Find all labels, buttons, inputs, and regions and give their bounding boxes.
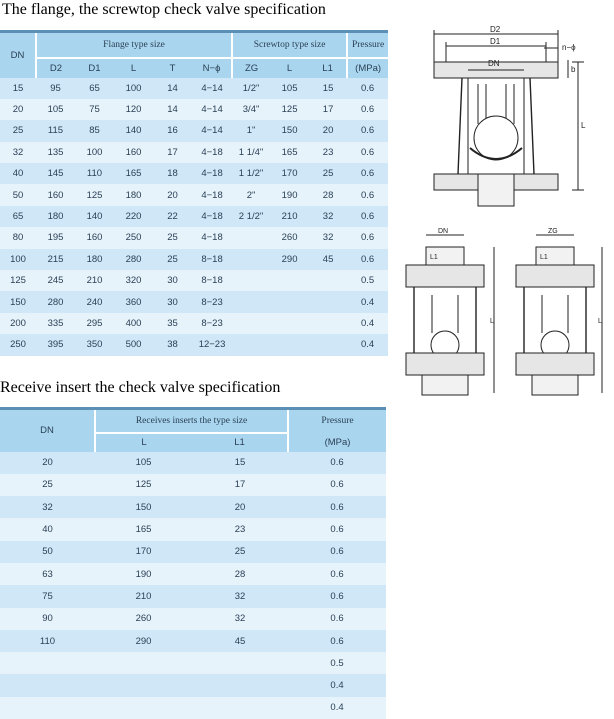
table-cell: 4−18 (192, 184, 232, 205)
table-cell: 125 (270, 99, 309, 120)
table-cell: 3/4" (232, 99, 270, 120)
table-cell: 30 (153, 291, 192, 312)
table-cell: 210 (95, 585, 192, 607)
insert-spec-title: Receive insert the check valve specification (0, 379, 281, 396)
table-cell: 32 (309, 227, 347, 248)
table-cell: 8−23 (192, 313, 232, 334)
table-row (0, 206, 388, 227)
table-row (0, 163, 388, 184)
table-cell: 25 (0, 474, 95, 496)
table-cell: 50 (0, 541, 95, 563)
table-cell: 8−18 (192, 249, 232, 270)
table-cell: 40 (0, 163, 36, 184)
table-cell: 135 (36, 142, 75, 163)
table-cell: 335 (36, 313, 75, 334)
table-row (0, 78, 388, 99)
table-row (0, 496, 386, 518)
table-cell (270, 334, 309, 355)
table-row (0, 608, 386, 630)
table-row (0, 99, 388, 120)
table-cell: 90 (0, 608, 95, 630)
table-cell: 160 (36, 184, 75, 205)
table-cell: 105 (36, 99, 75, 120)
d1-label: D1 (490, 37, 501, 46)
table-cell (95, 697, 192, 719)
table-row (0, 697, 386, 719)
col-screw-l: L (270, 58, 309, 78)
table-cell: 280 (114, 249, 153, 270)
table-cell: 25 (153, 227, 192, 248)
table-cell: 20 (0, 452, 95, 474)
dn-header: DN (0, 409, 95, 452)
l-label: L (581, 121, 586, 130)
table-cell: 350 (75, 334, 114, 355)
table-cell: 32 (0, 142, 36, 163)
table-row (0, 563, 386, 585)
table-row (0, 142, 388, 163)
table-cell: 0.6 (347, 120, 388, 141)
table-cell (192, 674, 288, 696)
table-cell (309, 270, 347, 291)
pressure-unit: (MPa) (288, 433, 386, 452)
col-l: L (114, 58, 153, 78)
table-cell: 320 (114, 270, 153, 291)
table-cell: 0.4 (288, 697, 386, 719)
table-row (0, 249, 388, 270)
table-cell: 28 (192, 563, 288, 585)
screwtop-valve-drawings (392, 225, 608, 405)
d2-label: D2 (490, 25, 501, 34)
table-cell: 45 (309, 249, 347, 270)
table-cell: 0.6 (288, 608, 386, 630)
table-cell: 170 (270, 163, 309, 184)
table-cell: 0.6 (347, 142, 388, 163)
table-cell: 140 (75, 206, 114, 227)
table-cell: 165 (114, 163, 153, 184)
table-cell: 85 (75, 120, 114, 141)
table-cell: 250 (114, 227, 153, 248)
table-cell: 165 (95, 518, 192, 540)
l-label-left: L (490, 318, 494, 325)
table-cell (232, 227, 270, 248)
table-cell (309, 291, 347, 312)
dn-small-label: DN (438, 228, 449, 235)
table-cell: 80 (0, 227, 36, 248)
table-cell: 8−18 (192, 270, 232, 291)
table-cell (270, 313, 309, 334)
table-row (0, 227, 388, 248)
table-cell: 360 (114, 291, 153, 312)
col-zg: ZG (232, 58, 270, 78)
table-cell (309, 334, 347, 355)
table-cell: 15 (192, 452, 288, 474)
table-cell: 290 (95, 630, 192, 652)
table-cell (270, 291, 309, 312)
table-cell: 63 (0, 563, 95, 585)
table-cell: 2" (232, 184, 270, 205)
table-cell: 4−18 (192, 142, 232, 163)
dn-header: DN (0, 32, 36, 78)
insert-valve-drawing (406, 235, 494, 395)
table-cell: 4−18 (192, 227, 232, 248)
table-cell: 1" (232, 120, 270, 141)
table-cell: 100 (75, 142, 114, 163)
table-cell: 0.6 (288, 541, 386, 563)
table-cell: 125 (75, 184, 114, 205)
table-cell (95, 652, 192, 674)
insert-group-header: Receives inserts the type size (95, 409, 288, 433)
table-cell (232, 334, 270, 355)
insert-spec-table (0, 407, 386, 719)
table-cell (0, 697, 95, 719)
table-cell: 0.6 (288, 474, 386, 496)
table-cell: 395 (36, 334, 75, 355)
table-cell (0, 674, 95, 696)
table-cell: 160 (75, 227, 114, 248)
table-cell: 32 (192, 608, 288, 630)
col-l1: L1 (309, 58, 347, 78)
table-cell: 4−18 (192, 206, 232, 227)
table-cell (232, 313, 270, 334)
table-cell: 195 (36, 227, 75, 248)
dn-label: DN (488, 59, 500, 68)
table-cell: 100 (0, 249, 36, 270)
table-cell: 145 (36, 163, 75, 184)
table-cell: 0.6 (288, 563, 386, 585)
table-cell: 105 (95, 452, 192, 474)
table-row (0, 270, 388, 291)
table-cell (192, 697, 288, 719)
col-l: L (95, 433, 192, 452)
table-cell: 180 (75, 249, 114, 270)
table-cell: 280 (36, 291, 75, 312)
table-cell: 0.4 (347, 291, 388, 312)
table-cell: 95 (36, 78, 75, 99)
table-cell: 14 (153, 78, 192, 99)
table-cell: 25 (192, 541, 288, 563)
table-cell: 17 (153, 142, 192, 163)
table-cell (95, 674, 192, 696)
table-cell (232, 270, 270, 291)
table-cell: 4−14 (192, 99, 232, 120)
table-cell (0, 652, 95, 674)
screwtop-valve-drawing (516, 235, 602, 395)
table-row (0, 452, 386, 474)
table-cell: 12−23 (192, 334, 232, 355)
table-cell: 15 (309, 78, 347, 99)
table-cell: 25 (153, 249, 192, 270)
pressure-unit: (MPa) (347, 58, 388, 78)
table-cell: 0.5 (288, 652, 386, 674)
table-cell: 0.6 (288, 630, 386, 652)
table-cell: 500 (114, 334, 153, 355)
table-cell: 100 (114, 78, 153, 99)
table-cell: 115 (36, 120, 75, 141)
table-cell: 190 (270, 184, 309, 205)
table-cell: 295 (75, 313, 114, 334)
table-cell: 20 (0, 99, 36, 120)
table-cell: 165 (270, 142, 309, 163)
table-cell: 260 (270, 227, 309, 248)
table-row (0, 518, 386, 540)
table-cell: 17 (309, 99, 347, 120)
table-cell (232, 291, 270, 312)
table-cell: 50 (0, 184, 36, 205)
table-cell: 0.6 (347, 184, 388, 205)
table-cell: 4−14 (192, 120, 232, 141)
table-cell: 16 (153, 120, 192, 141)
table-cell: 150 (270, 120, 309, 141)
table-cell: 18 (153, 163, 192, 184)
table-cell: 170 (95, 541, 192, 563)
col-l1: L1 (192, 433, 288, 452)
table-cell: 220 (114, 206, 153, 227)
table-cell: 150 (95, 496, 192, 518)
table-cell: 240 (75, 291, 114, 312)
table-cell: 75 (75, 99, 114, 120)
table-row (0, 674, 386, 696)
table-row (0, 652, 386, 674)
table-cell: 290 (270, 249, 309, 270)
table-cell: 160 (114, 142, 153, 163)
table-cell: 0.6 (347, 206, 388, 227)
table-cell: 200 (0, 313, 36, 334)
table-cell: 2 1/2" (232, 206, 270, 227)
table-cell: 260 (95, 608, 192, 630)
table-cell: 8−23 (192, 291, 232, 312)
table-cell: 20 (153, 184, 192, 205)
table-row (0, 630, 386, 652)
table-row (0, 291, 388, 312)
table-cell: 28 (309, 184, 347, 205)
table-cell: 23 (192, 518, 288, 540)
table-cell: 0.4 (347, 334, 388, 355)
table-row (0, 120, 388, 141)
table-cell: 32 (0, 496, 95, 518)
col-d2: D2 (36, 58, 75, 78)
table-cell: 32 (192, 585, 288, 607)
table-cell (192, 652, 288, 674)
table-cell: 65 (75, 78, 114, 99)
table-cell: 125 (95, 474, 192, 496)
table-cell: 210 (270, 206, 309, 227)
table-cell: 4−18 (192, 163, 232, 184)
table-cell: 0.4 (347, 313, 388, 334)
table-cell (232, 249, 270, 270)
b-label: b (571, 65, 576, 74)
table-cell (270, 270, 309, 291)
table-cell: 0.6 (347, 99, 388, 120)
l1-label-left: L1 (430, 254, 438, 261)
table-cell: 0.6 (288, 518, 386, 540)
table-cell: 25 (0, 120, 36, 141)
col-d1: D1 (75, 58, 114, 78)
table-cell: 32 (309, 206, 347, 227)
table-cell: 15 (0, 78, 36, 99)
pressure-header: Pressure (288, 409, 386, 433)
table-cell: 75 (0, 585, 95, 607)
flange-valve-drawing (428, 24, 614, 214)
table-cell: 125 (0, 270, 36, 291)
table-row (0, 334, 388, 355)
table-cell: 0.6 (347, 249, 388, 270)
table-cell: 110 (0, 630, 95, 652)
table-cell: 0.6 (347, 163, 388, 184)
check-ball (474, 116, 518, 160)
table-cell (309, 313, 347, 334)
table-cell: 180 (114, 184, 153, 205)
table-cell: 22 (153, 206, 192, 227)
table-cell: 0.6 (347, 78, 388, 99)
table-row (0, 585, 386, 607)
table-row (0, 313, 388, 334)
l1-label-right: L1 (540, 254, 548, 261)
table-cell: 400 (114, 313, 153, 334)
flange-spec-title: The flange, the screwtop check valve specification (2, 1, 326, 18)
n-phi-label: n−ϕ (562, 43, 576, 52)
table-row (0, 541, 386, 563)
table-cell: 215 (36, 249, 75, 270)
table-cell: 0.6 (288, 496, 386, 518)
col-t: T (153, 58, 192, 78)
table-cell: 0.6 (288, 452, 386, 474)
zg-label: ZG (548, 228, 558, 235)
table-cell: 140 (114, 120, 153, 141)
l-label-right: L (598, 318, 602, 325)
table-cell: 38 (153, 334, 192, 355)
flange-screwtop-spec-table (0, 30, 388, 356)
table-cell: 210 (75, 270, 114, 291)
table-cell: 110 (75, 163, 114, 184)
table-cell: 180 (36, 206, 75, 227)
table-row (0, 184, 388, 205)
table-cell: 30 (153, 270, 192, 291)
table-cell: 14 (153, 99, 192, 120)
table-cell: 0.6 (288, 585, 386, 607)
table-cell: 1 1/2" (232, 163, 270, 184)
table-cell: 1 1/4" (232, 142, 270, 163)
table-cell: 25 (309, 163, 347, 184)
table-cell: 150 (0, 291, 36, 312)
table-cell: 0.4 (288, 674, 386, 696)
flange-group-header: Flange type size (36, 32, 232, 58)
table-cell: 23 (309, 142, 347, 163)
screwtop-group-header: Screwtop type size (232, 32, 347, 58)
table-cell: 0.5 (347, 270, 388, 291)
col-n-phi: N−ϕ (192, 58, 232, 78)
table-cell: 120 (114, 99, 153, 120)
table-cell: 245 (36, 270, 75, 291)
table-row (0, 474, 386, 496)
table-cell: 35 (153, 313, 192, 334)
table-cell: 20 (192, 496, 288, 518)
pressure-header: Pressure (347, 32, 388, 58)
table-cell: 1/2" (232, 78, 270, 99)
table-cell: 105 (270, 78, 309, 99)
table-cell: 40 (0, 518, 95, 540)
table-cell: 190 (95, 563, 192, 585)
table-cell: 20 (309, 120, 347, 141)
table-cell: 4−14 (192, 78, 232, 99)
table-cell: 0.6 (347, 227, 388, 248)
table-cell: 45 (192, 630, 288, 652)
table-cell: 65 (0, 206, 36, 227)
table-cell: 250 (0, 334, 36, 355)
table-cell: 17 (192, 474, 288, 496)
